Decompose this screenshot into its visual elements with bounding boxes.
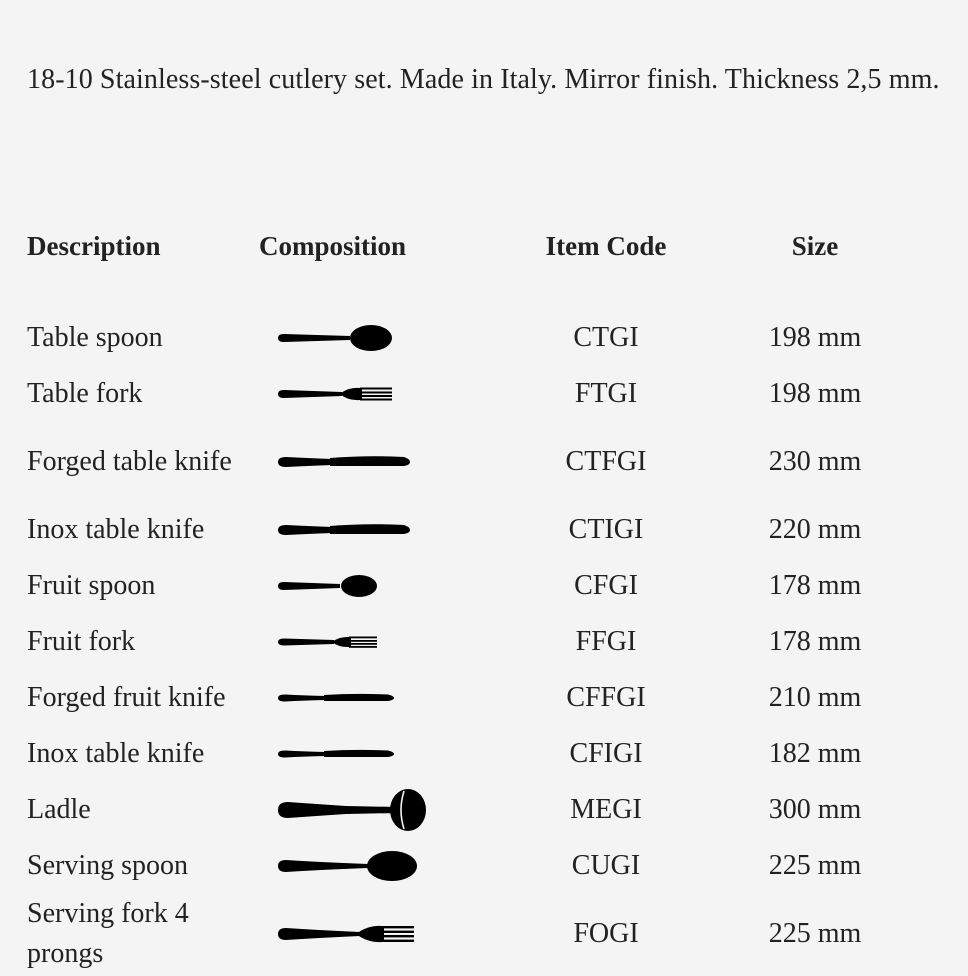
row-item-code: FOGI xyxy=(573,918,639,949)
table-row xyxy=(0,421,968,503)
knife-icon xyxy=(276,520,412,540)
row-description: Ladle xyxy=(27,794,91,825)
row-description: Serving spoon xyxy=(27,850,188,881)
table-row xyxy=(0,678,968,718)
row-description: Inox table knife xyxy=(27,738,205,769)
header-item-code: Item Code xyxy=(545,231,667,261)
row-size: 230 mm xyxy=(768,446,862,477)
row-description: Fruit fork xyxy=(27,626,136,657)
row-item-code: FFGI xyxy=(575,626,637,657)
row-item-code: CFFGI xyxy=(566,682,646,713)
row-item-code: CTFGI xyxy=(565,446,647,477)
row-description: Table fork xyxy=(27,378,143,409)
table-row xyxy=(0,790,968,830)
row-size: 300 mm xyxy=(768,794,862,825)
row-description: Forged table knife xyxy=(27,446,232,477)
row-size: 198 mm xyxy=(768,322,862,353)
header-size: Size xyxy=(791,231,839,261)
table-row xyxy=(0,622,968,662)
fork-icon xyxy=(276,379,396,409)
table-row xyxy=(0,318,968,358)
spoon-icon xyxy=(276,572,380,600)
row-item-code: CTGI xyxy=(573,322,639,353)
row-description: Serving fork 4 prongs xyxy=(27,898,189,969)
row-size: 225 mm xyxy=(768,850,862,881)
row-size: 178 mm xyxy=(768,626,862,657)
table-row xyxy=(0,566,968,606)
row-size: 210 mm xyxy=(768,682,862,713)
table-row xyxy=(0,374,968,414)
table-row xyxy=(0,734,968,774)
knife-icon xyxy=(276,452,412,472)
row-size: 198 mm xyxy=(768,378,862,409)
row-item-code: FTGI xyxy=(574,378,638,409)
row-item-code: CTIGI xyxy=(568,514,644,545)
knife-icon xyxy=(276,690,396,706)
product-description: 18-10 Stainless-steel cutlery set. Made in Italy. Mirror finish. Thickness 2,5 mm. xyxy=(27,64,940,95)
table-row xyxy=(0,510,968,550)
header-composition: Composition xyxy=(259,231,407,261)
knife-icon xyxy=(276,746,396,762)
header-description: Description xyxy=(27,231,161,261)
ladle-icon xyxy=(276,786,430,834)
row-description: Inox table knife xyxy=(27,514,205,545)
spoon-icon xyxy=(276,849,420,883)
row-item-code: CUGI xyxy=(571,850,641,881)
spoon-icon xyxy=(276,323,396,353)
row-size: 182 mm xyxy=(768,738,862,769)
row-size: 225 mm xyxy=(768,918,862,949)
row-description: Fruit spoon xyxy=(27,570,156,601)
table-row xyxy=(0,846,968,886)
row-item-code: CFIGI xyxy=(569,738,643,769)
fork-icon xyxy=(276,920,416,948)
row-size: 220 mm xyxy=(768,514,862,545)
fork-icon xyxy=(276,629,380,655)
table-row xyxy=(0,892,968,976)
row-item-code: MEGI xyxy=(570,794,642,825)
row-description: Table spoon xyxy=(27,322,163,353)
row-size: 178 mm xyxy=(768,570,862,601)
row-item-code: CFGI xyxy=(574,570,638,601)
row-description: Forged fruit knife xyxy=(27,682,226,713)
